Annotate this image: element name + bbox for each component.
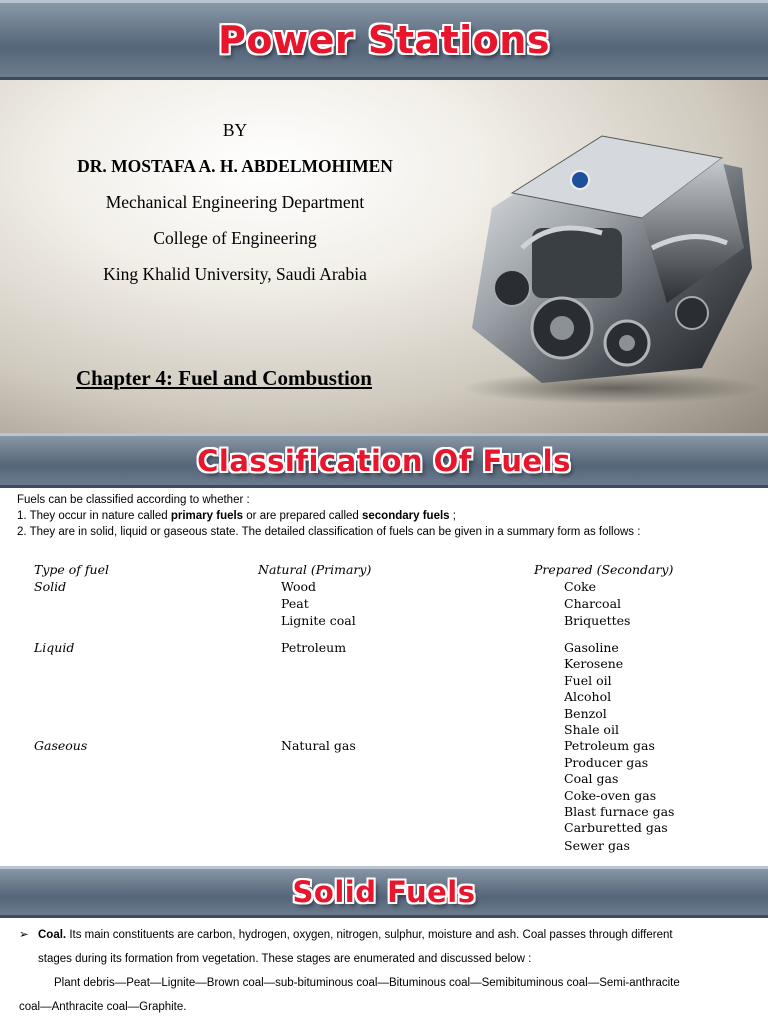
primary-fuels-term: primary fuels <box>170 510 244 522</box>
coal-label: Coal. <box>38 929 67 941</box>
coal-paragraph-line-2: stages during its formation from vegetation. These stages are enumerated and discussed below : <box>38 953 532 965</box>
table-cell: Charcoal <box>564 596 622 611</box>
table-cell: Fuel oil <box>564 673 612 688</box>
table-cell: Alcohol <box>564 689 612 704</box>
table-cell: Coal gas <box>564 771 619 786</box>
table-cell: Coke-oven gas <box>564 788 657 803</box>
table-cell: Kerosene <box>564 656 624 671</box>
classification-banner <box>0 433 768 488</box>
engine-illustration <box>452 98 764 403</box>
header-prepared: Prepared (Secondary) <box>534 562 674 577</box>
table-cell: Gasoline <box>564 640 619 655</box>
solid-fuels-slide <box>0 918 768 1024</box>
table-cell: Sewer gas <box>564 838 630 853</box>
slide-title-solid-fuels: Solid Fuels <box>292 875 476 909</box>
coal-sequence-line-2: coal—Anthracite coal—Graphite. <box>19 1001 187 1013</box>
secondary-fuels-term: secondary fuels <box>362 510 450 522</box>
bullet-arrow-icon: ➢ <box>19 929 29 941</box>
header-natural: Natural (Primary) <box>258 562 372 577</box>
table-cell: Blast furnace gas <box>564 804 675 819</box>
category-liquid: Liquid <box>34 640 75 655</box>
intro-text: 1. They occur in nature called <box>17 510 171 522</box>
classification-intro <box>17 492 757 540</box>
category-solid: Solid <box>34 579 67 594</box>
slide-title-classification: Classification Of Fuels <box>197 443 571 478</box>
table-cell: Lignite coal <box>281 613 356 628</box>
college: College of Engineering <box>153 228 317 248</box>
table-cell: Petroleum <box>281 640 347 655</box>
intro-line-1: Fuels can be classified according to whether : <box>17 494 250 506</box>
intro-text: ; <box>449 510 456 522</box>
table-cell: Petroleum gas <box>564 738 655 753</box>
table-cell: Carburetted gas <box>564 820 668 835</box>
table-cell: Benzol <box>564 706 607 721</box>
by-label: BY <box>222 120 248 140</box>
intro-text: or are prepared called <box>243 510 362 522</box>
table-cell: Producer gas <box>564 755 649 770</box>
classification-slide <box>0 488 768 866</box>
category-gaseous: Gaseous <box>34 738 88 753</box>
table-cell: Natural gas <box>281 738 356 753</box>
table-cell: Wood <box>281 579 317 594</box>
header-type-of-fuel: Type of fuel <box>34 562 109 577</box>
solid-fuels-banner <box>0 866 768 918</box>
table-cell: Peat <box>281 596 309 611</box>
coal-description <box>19 923 749 1019</box>
coal-text: Its main constituents are carbon, hydrogen, oxygen, nitrogen, sulphur, moisture and ash. Coal passes through different <box>66 929 673 941</box>
intro-line-3: 2. They are in solid, liquid or gaseous state. The detailed classification of fuels can be given in a summary form as follows : <box>17 526 641 538</box>
author-name: DR. MOSTAFA A. H. ABDELMOHIMEN <box>77 156 393 176</box>
table-cell: Shale oil <box>564 722 619 737</box>
coal-paragraph-line-1 <box>19 923 749 947</box>
table-cell: Coke <box>564 579 597 594</box>
coal-sequence-line-1: Plant debris—Peat—Lignite—Brown coal—sub-bituminous coal—Bituminous coal—Semibituminous coal—Semi-anthracite <box>54 977 680 989</box>
department: Mechanical Engineering Department <box>105 192 365 212</box>
university: King Khalid University, Saudi Arabia <box>103 264 367 284</box>
chapter-title: Chapter 4: Fuel and Combustion <box>76 366 372 390</box>
intro-line-2 <box>17 508 757 524</box>
table-cell: Briquettes <box>564 613 631 628</box>
title-slide <box>0 80 768 433</box>
slide-title-power-stations: Power Stations <box>218 18 550 62</box>
author-block <box>55 112 415 292</box>
title-banner <box>0 0 768 80</box>
